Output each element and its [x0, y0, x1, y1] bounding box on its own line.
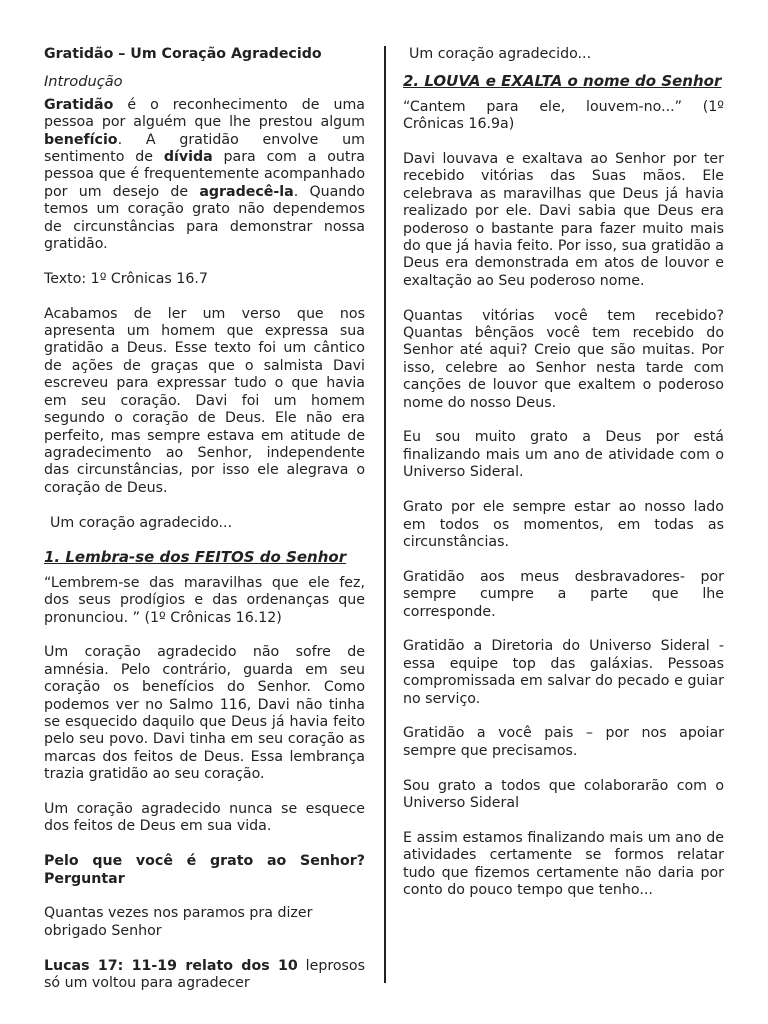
- intro-text-1: é o reconhecimento de uma pessoa por alguém que lhe prestou algum: [44, 96, 365, 131]
- intro-term-beneficio: benefício: [44, 131, 118, 148]
- quote-cronicas-16-9a: “Cantem para ele, louvem-no...” (1º Crônicas 16.9a): [403, 98, 724, 133]
- paragraph-lucas: [44, 958, 365, 993]
- left-column: [44, 46, 365, 1010]
- right-column: [403, 46, 724, 917]
- paragraph-final: E assim estamos finalizando mais um ano de atividades certamente se formos relatar tudo que fizemos certamente não daria por conto do pouco tempo que tenho...: [403, 829, 724, 898]
- paragraph-vitorias: Quantas vitórias você tem recebido? Quantas bênçãos você tem recebido do Senhor até aqui? Creio que são muitas. Por isso, celebre ao Senhor nesta tarde com canções de louvor que exaltem o poderoso nome do nosso Deus.: [403, 307, 724, 411]
- quote-cronicas-16-12: “Lembrem-se das maravilhas que ele fez, dos seus prodígios e das ordenanças que pronunciou. ” (1º Crônicas 16.12): [44, 574, 365, 626]
- column-divider: [384, 46, 386, 983]
- document-title: Gratidão – Um Coração Agradecido: [44, 46, 322, 62]
- intro-term-divida: dívida: [163, 149, 213, 166]
- paragraph-pais: Gratidão a você pais – por nos apoiar sempre que precisamos.: [403, 725, 724, 759]
- lucas-text: leprosos só um voltou para agradecer: [44, 957, 366, 991]
- intro-term-gratidao: Gratidão: [44, 96, 114, 113]
- section-heading-2: 2. LOUVA e EXALTA o nome do Senhor: [403, 72, 722, 91]
- paragraph-louvava: Davi louvava e exaltava ao Senhor por ter recebido vitórias das Suas mãos. Ele celebrava as maravilhas que Deus já havia realizado por ele. Davi sabia que Deus era poderoso o bastante para fazer muito mais do que já havia feito. Por isso, sua gratidão a Deus era demonstrada em atos de louvor e exaltação ao Seu poderoso nome.: [403, 151, 724, 289]
- coracao-agradecido-label: Um coração agradecido...: [50, 514, 233, 531]
- paragraph-quantas-vezes: Quantas vezes nos paramos pra dizer obrigado Senhor: [44, 905, 313, 939]
- paragraph-nunca-esquece: Um coração agradecido nunca se esquece dos feitos de Deus em sua vida.: [44, 800, 365, 835]
- intro-paragraph: [44, 97, 365, 254]
- lucas-reference: Lucas 17: 11-19 relato dos 10: [44, 957, 298, 974]
- texto-reference: Texto: 1º Crônicas 16.7: [44, 270, 208, 287]
- paragraph-todos: Sou grato a todos que colaborarão com o Universo Sideral: [403, 777, 724, 811]
- coracao-agradecido-label-2: Um coração agradecido...: [409, 46, 592, 62]
- paragraph-desbravadores: Gratidão aos meus desbravadores- por sempre cumpre a parte que lhe corresponde.: [403, 568, 724, 620]
- paragraph-davi: Acabamos de ler um verso que nos apresenta um homem que expressa sua gratidão a Deus. Esse texto foi um cântico de ações de graças que o salmista Davi escreveu para expressar tudo o que havia em seu coração. Davi foi um homem segundo o coração de Deus. Ele não era perfeito, mas sempre estava em atitude de agradecimento ao Senhor, independente das circunstâncias, por isso ele alegrava o coração de Deus.: [44, 305, 365, 496]
- intro-text-4: . Quando temos um coração grato não dependemos de circunstâncias para demonstrar nossa gratidão.: [44, 183, 365, 253]
- question-grato: Pelo que você é grato ao Senhor? Perguntar: [44, 853, 365, 887]
- intro-text-2: . A gratidão envolve um sentimento de: [44, 131, 365, 166]
- paragraph-amnesia: Um coração agradecido não sofre de amnésia. Pelo contrário, guarda em seu coração os benefícios do Senhor. Como podemos ver no Salmo 116, Davi não tinha se esquecido daquilo que Deus já havia feito pelo seu povo. Davi tinha em seu coração as marcas dos feitos de Deus. Essa lembrança trazia gratidão ao seu coração.: [44, 644, 365, 783]
- intro-text-3: para com a outra pessoa que é frequentemente acompanhado por um desejo de: [44, 149, 366, 200]
- intro-term-agradece: agradecê-la: [199, 183, 294, 200]
- section-heading-1: 1. Lembra-se dos FEITOS do Senhor: [44, 548, 347, 567]
- paragraph-ao-nosso-lado: Grato por ele sempre estar ao nosso lado em todos os momentos, em todas as circunstâncias.: [403, 499, 724, 550]
- intro-label: Introdução: [44, 73, 123, 91]
- paragraph-grato-deus: Eu sou muito grato a Deus por está finalizando mais um ano de atividade com o Universo Sideral.: [403, 429, 724, 481]
- paragraph-diretoria: Gratidão a Diretoria do Universo Sideral - essa equipe top das galáxias. Pessoas compromissada em salvar do pecado e guiar no serviço.: [403, 638, 724, 707]
